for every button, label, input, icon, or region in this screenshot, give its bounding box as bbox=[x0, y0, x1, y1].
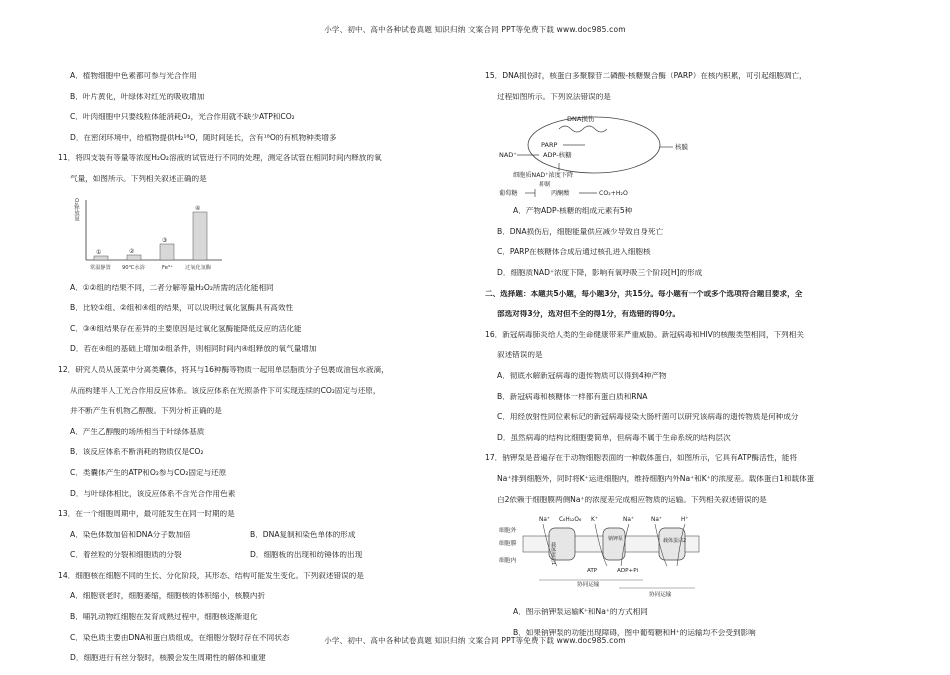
q13-option-d: D．细胞板的出现和纺锤体的出现 bbox=[250, 551, 363, 560]
q17-diagram bbox=[485, 516, 895, 608]
q17-stem-line-2: Na⁺排到细胞外，同时将K⁺运进细胞内，维持细胞内外Na⁺和K⁺的浓度差。载体蛋白1和载体蛋 bbox=[497, 474, 815, 483]
q17-carrier1-label: 载体蛋白1 bbox=[550, 542, 556, 566]
q17-option-b: B．如果钠钾泵的功能出现障碍，图中葡萄糖和H⁺的运输均不会受到影响 bbox=[513, 628, 756, 637]
q12-stem-line-1: 12．研究人员从菠菜中分离类囊体，将其与16种酶等物质一起用单层脂质分子包裹成油包水液滴， bbox=[58, 365, 389, 374]
q14-stem: 14．细胞核在细胞不同的生长、分化阶段，其形态、结构可能发生变化。下列叙述错误的是 bbox=[58, 571, 364, 580]
q17-adp-label: ADP+Pi bbox=[617, 568, 638, 575]
q11-cat-1: 常温静置 bbox=[90, 264, 111, 271]
q11-cat-3: Fe³⁺ bbox=[162, 264, 173, 271]
left-column bbox=[58, 72, 463, 675]
q12-stem-line-2: 从而构建半人工光合作用反应体系。该反应体系在光照条件下可实现连续的CO₂固定与还原， bbox=[70, 386, 381, 395]
q11-bar-label-1: ① bbox=[96, 248, 102, 256]
pump bbox=[603, 528, 625, 560]
q17-h-label: H⁺ bbox=[681, 517, 689, 524]
q11-bar-label-3: ③ bbox=[162, 236, 168, 244]
q17-glucose-label: C₆H₁₂O₆ bbox=[559, 517, 582, 524]
q12-option-a: A．产生乙醇酸的场所相当于叶绿体基质 bbox=[70, 427, 205, 436]
q17-outside-label: 细胞外 bbox=[499, 528, 517, 535]
q15-inhibit-label: 抑制 bbox=[539, 182, 551, 189]
q13-stem: 13．在一个细胞周期中，最可能发生在同一时期的是 bbox=[58, 510, 235, 519]
section-2-heading-line-1: 二、选择题：本题共5小题，每小题3分，共15分。每小题有一个或多个选项符合题目要求，全 bbox=[485, 289, 803, 298]
q17-stem-line-3: 白2依赖于细胞膜两侧Na⁺的浓度差完成相应物质的运输。下列相关叙述错误的是 bbox=[497, 495, 767, 504]
q17-membrane-label: 细胞膜 bbox=[499, 541, 517, 548]
q15-option-d: D．细胞质NAD⁺浓度下降，影响有氧呼吸三个阶段[H]的形成 bbox=[497, 268, 703, 277]
q11-bar-label-2: ② bbox=[129, 247, 135, 255]
q14-option-c: C．染色质主要由DNA和蛋白质组成，在细胞分裂时存在不同状态 bbox=[70, 633, 290, 642]
q16-option-b: B．新冠病毒和核糖体一样都有蛋白质和RNA bbox=[497, 392, 648, 401]
q11-bar-chart bbox=[58, 196, 463, 284]
q13-option-a: A．染色体数加倍和DNA分子数加倍 bbox=[70, 530, 191, 539]
q12-option-b: B．该反应体系不断消耗的物质仅是CO₂ bbox=[70, 448, 204, 457]
q17-na2-label: Na⁺ bbox=[623, 517, 634, 524]
q15-pyruvate-label: 丙酮酸 bbox=[551, 190, 570, 198]
q17-inside-label: 细胞内 bbox=[499, 558, 517, 565]
q16-option-d: D．虽然病毒的结构比细胞要简单，但病毒不属于生命系统的结构层次 bbox=[497, 433, 731, 442]
q11-option-b: B．比较①组、②组和④组的结果，可以说明过氧化氢酶具有高效性 bbox=[70, 304, 294, 313]
q17-na3-label: Na⁺ bbox=[651, 517, 662, 524]
q11-option-a: A．①②组的结果不同，二者分解等量H₂O₂所需的活化能相同 bbox=[70, 283, 274, 292]
q15-nad-label: NAD⁺ bbox=[499, 151, 517, 160]
q17-stem-line-1: 17．钠钾泵是普遍存在于动物细胞表面的一种载体蛋白，如图所示，它具有ATP酶活性，能将 bbox=[485, 454, 798, 463]
q11-cat-2: 90℃水浴 bbox=[122, 264, 145, 271]
q16-option-a: A．彻底水解新冠病毒的遗传物质可以得到4种产物 bbox=[497, 371, 667, 380]
q17-option-a: A．图示钠钾泵运输K⁺和Na⁺的方式相同 bbox=[513, 608, 648, 617]
q13-options-row-2 bbox=[58, 551, 463, 572]
q14-option-a: A．细胞衰老时，细胞萎缩，细胞核的体积缩小，核膜内折 bbox=[70, 592, 266, 601]
q17-na1-label: Na⁺ bbox=[539, 517, 550, 524]
q15-option-a: A．产物ADP-核糖的组成元素有5种 bbox=[513, 207, 633, 216]
q15-stem-line-2: 过程如图所示。下列说法错误的是 bbox=[497, 92, 611, 101]
q15-parp-label: PARP bbox=[541, 141, 558, 150]
q16-stem-line-2: 叙述错误的是 bbox=[497, 351, 543, 360]
q11-stem-line-2: 气量，如图所示。下列相关叙述正确的是 bbox=[70, 174, 207, 183]
q13-options-row-1 bbox=[58, 531, 463, 552]
q15-option-c: C．PARP在核糖体合成后通过核孔进入细胞核 bbox=[497, 248, 651, 257]
q11-option-c: C．③④组结果存在差异的主要原因是过氧化氢酶能降低反应的活化能 bbox=[70, 324, 302, 333]
q14-option-b: B．哺乳动物红细胞在发育成熟过程中，细胞核逐渐退化 bbox=[70, 613, 258, 622]
q11-bar-2 bbox=[127, 255, 141, 260]
dna-helix bbox=[559, 126, 607, 132]
q15-stem-line-1: 15．DNA损伤时，核蛋白多聚腺苷二磷酸-核糖聚合酶（PARP）在核内积累，可引起细胞凋亡， bbox=[485, 72, 807, 80]
q16-stem-line-1: 16．新冠病毒肺炎给人类的生命健康带来严重威胁。新冠病毒和HIV的核酸类型相同，下列相关 bbox=[485, 330, 804, 339]
q17-co1-label: 协同运输 bbox=[577, 582, 600, 589]
q17-co2-label: 协同运输 bbox=[649, 592, 672, 599]
q12-stem-line-3: 并不断产生有机物乙醇酸。下列分析正确的是 bbox=[70, 407, 222, 416]
q13-option-c: C．着丝粒的分裂和细胞质的分裂 bbox=[70, 551, 182, 560]
q11-bar-3 bbox=[160, 244, 174, 260]
q15-drop-label: 细胞质NAD⁺浓度下降 bbox=[513, 172, 574, 180]
q17-carrier2-label: 载体蛋白2 bbox=[663, 538, 687, 545]
q11-bar-1 bbox=[94, 256, 108, 260]
q15-adp-label: ADP-核糖 bbox=[543, 151, 572, 160]
q14-option-d: D．细胞进行有丝分裂时，核膜会发生周期性的解体和重建 bbox=[70, 654, 266, 663]
q15-dna-label: DNA损伤 bbox=[567, 115, 595, 124]
q11-bar-4 bbox=[193, 212, 207, 260]
q10-option-c: C．叶肉细胞中只要线粒体能消耗O₂，光合作用就不缺少ATP和CO₂ bbox=[70, 113, 295, 122]
section-2-heading-line-2: 部选对得3分，选对但不全的得1分，有选错的得0分。 bbox=[497, 310, 680, 319]
q17-atp-label: ATP bbox=[587, 568, 598, 575]
q12-option-d: D．与叶绿体相比，该反应体系不含光合作用色素 bbox=[70, 489, 236, 498]
q11-bar-label-4: ④ bbox=[195, 204, 201, 212]
page-header: 小学、初中、高中各种试卷真题 知识归纳 文案合同 PPT等免费下载 www.doc985.com bbox=[324, 25, 626, 34]
q15-option-b: B．DNA损伤后，细胞能量供应减少导致自身死亡 bbox=[497, 227, 664, 236]
q13-option-b: B．DNA复制和染色单体的形成 bbox=[250, 530, 356, 539]
q15-glucose-label: 葡萄糖 bbox=[499, 190, 518, 198]
q15-diagram bbox=[485, 113, 895, 207]
q11-stem-line-1: 11．将四支装有等量等浓度H₂O₂溶液的试管进行不同的处理，测定各试管在相同时间内释放的氧 bbox=[58, 154, 382, 163]
q11-ylabel: O₂释放量 bbox=[73, 197, 79, 221]
q16-option-c: C．用经放射性同位素标记的新冠病毒侵染大肠杆菌可以研究该病毒的遗传物质是何种成分 bbox=[497, 413, 799, 422]
q10-option-a: A．植物细胞中色素都可参与光合作用 bbox=[70, 72, 197, 80]
q12-option-c: C．类囊体产生的ATP和O₂参与CO₂固定与还原 bbox=[70, 468, 227, 477]
q10-option-d: D．在密闭环境中，给植物提供H₂¹⁸O，随时间延长，含有¹⁸O的有机物种类增多 bbox=[70, 133, 337, 142]
q15-nucleus-label: 核膜 bbox=[675, 143, 688, 152]
q17-k-label: K⁺ bbox=[591, 517, 598, 524]
right-column bbox=[485, 72, 895, 649]
q11-cat-4: 过氧化氢酶 bbox=[185, 264, 211, 271]
q10-option-b: B．叶片黄化，叶绿体对红光的吸收增加 bbox=[70, 92, 205, 101]
page-footer: 小学、初中、高中各种试卷真题 知识归纳 文案合同 PPT等免费下载 www.doc985.com bbox=[324, 636, 626, 645]
q17-pump-label: 钠钾泵 bbox=[608, 536, 624, 543]
q11-option-d: D．若在④组的基础上增加②组条件，则相同时间内④组释放的氧气量增加 bbox=[70, 345, 317, 354]
q15-end-label: CO₂+H₂O bbox=[599, 190, 628, 198]
